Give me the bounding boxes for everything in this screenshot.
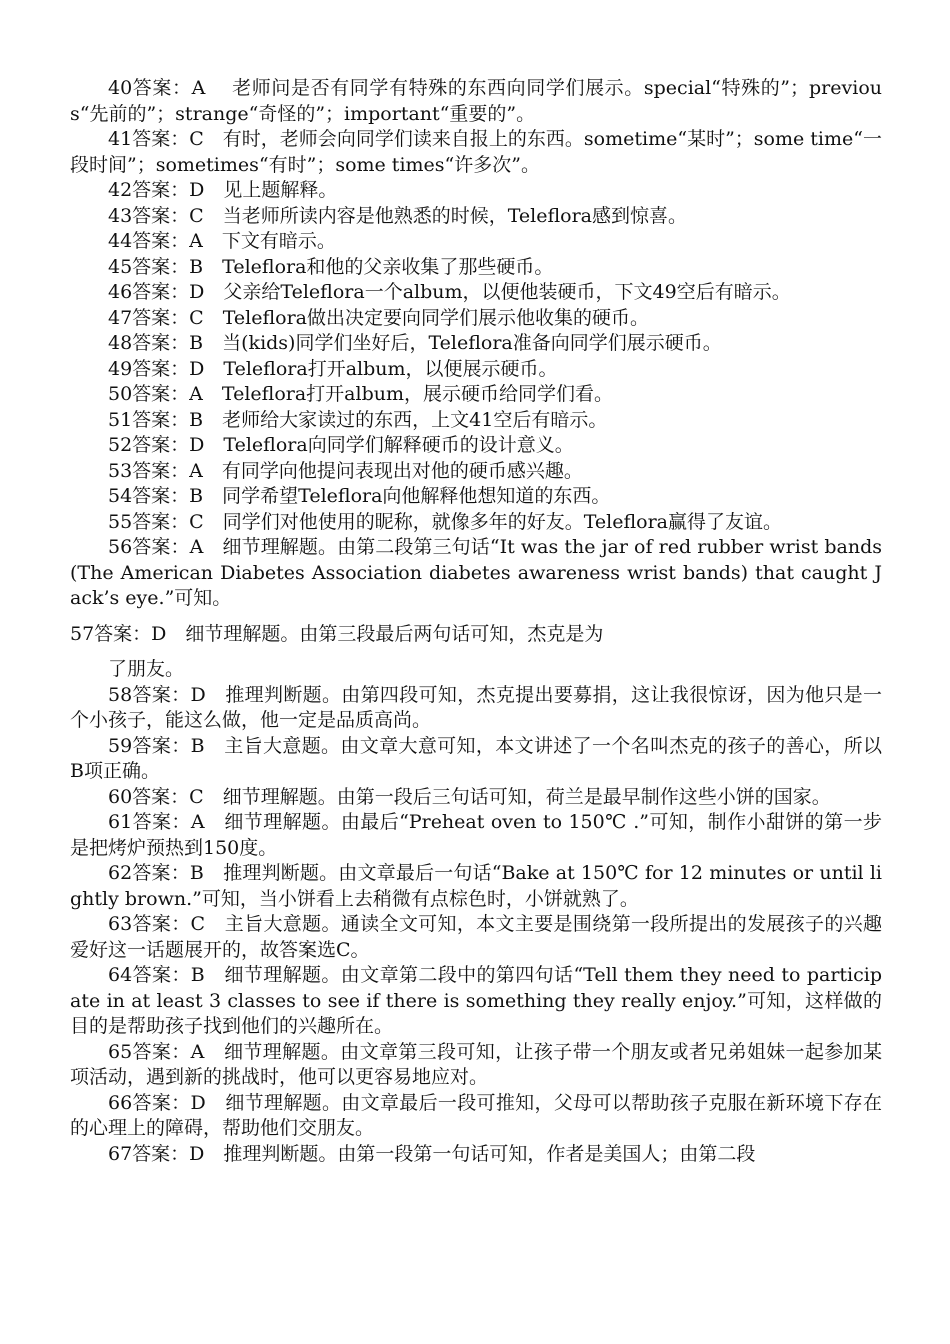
answer-57-continued: 了朋友。 bbox=[108, 658, 185, 680]
answer-66: 66答案：D 细节理解题。由文章最后一段可推知，父母可以帮助孩子克服在新环境下存在的心理上的障碍，帮助他们交朋友。 bbox=[70, 1091, 882, 1139]
answer-45: 45答案：B Teleflora和他的父亲收集了那些硬币。 bbox=[108, 255, 554, 278]
answer-53: 53答案：A 有同学向他提问表现出对他的硬币感兴趣。 bbox=[108, 459, 583, 482]
answer-55: 55答案：C 同学们对他使用的昵称，就像多年的好友。Teleflora赢得了友谊。 bbox=[108, 510, 783, 533]
answer-62: 62答案：B 推理判断题。由文章最后一句话“Bake at 150℃ for 12 minutes or until lightly brown.”可知，当小饼看上去稍微有点棕色时，小饼就熟了。 bbox=[70, 862, 882, 910]
answer-50: 50答案：A Teleflora打开album，展示硬币给同学们看。 bbox=[108, 383, 614, 405]
answer-63: 63答案：C 主旨大意题。通读全文可知，本文主要是围绕第一段所提出的发展孩子的兴趣爱好这一话题展开的，故答案选C。 bbox=[70, 913, 882, 961]
answer-61: 61答案：A 细节理解题。由最后“Preheat oven to 150℃ .”可知，制作小甜饼的第一步是把烤炉预热到150度。 bbox=[70, 811, 882, 859]
answer-46: 46答案：D 父亲给Teleflora一个album，以便他装硬币，下文49空后有暗示。 bbox=[108, 281, 791, 303]
answer-41: 41答案：C 有时，老师会向同学们读来自报上的东西。sometime“某时”；some time“一段时间”；sometimes“有时”；some times“许多次”。 bbox=[70, 128, 882, 176]
answer-65: 65答案：A 细节理解题。由文章第三段可知，让孩子带一个朋友或者兄弟姐妹一起参加某项活动，遇到新的挑战时，他可以更容易地应对。 bbox=[70, 1040, 882, 1088]
answer-64: 64答案：B 细节理解题。由文章第二段中的第四句话“Tell them they need to participate in at least 3 classes to see if there is something they really enjoy.”可知，这样做的目的是帮助孩子找到他们的兴趣所在。 bbox=[70, 964, 882, 1037]
answer-57: 57答案：D 细节理解题。由第三段最后两句话可知，杰克是为 bbox=[70, 622, 604, 645]
answer-54: 54答案：B 同学希望Teleflora向他解释他想知道的东西。 bbox=[108, 485, 611, 507]
answer-58: 58答案：D 推理判断题。由第四段可知，杰克提出要募捐，这让我很惊讶，因为他只是一个小孩子，能这么做，他一定是品质高尚。 bbox=[70, 683, 882, 731]
answer-67: 67答案：D 推理判断题。由第一段第一句话可知，作者是美国人；由第二段 bbox=[108, 1142, 756, 1165]
answer-43: 43答案：C 当老师所读内容是他熟悉的时候，Teleflora感到惊喜。 bbox=[108, 204, 688, 227]
answer-44: 44答案：A 下文有暗示。 bbox=[108, 230, 336, 252]
answer-59: 59答案：B 主旨大意题。由文章大意可知，本文讲述了一个名叫杰克的孩子的善心，所以B项正确。 bbox=[70, 734, 882, 782]
answer-52: 52答案：D Teleflora向同学们解释硬币的设计意义。 bbox=[108, 434, 574, 456]
answer-56: 56答案：A 细节理解题。由第二段第三句话“It was the jar of red rubber wrist bands (The American Diabetes Association diabetes awareness wrist bands) that caught Jack’s eye.”可知。 bbox=[70, 536, 889, 609]
answer-42: 42答案：D 见上题解释。 bbox=[108, 179, 338, 201]
answer-key-page bbox=[70, 76, 889, 1167]
answer-60: 60答案：C 细节理解题。由第一段后三句话可知，荷兰是最早制作这些小饼的国家。 bbox=[108, 785, 831, 808]
answer-51: 51答案：B 老师给大家读过的东西，上文41空后有暗示。 bbox=[108, 408, 608, 431]
answer-49: 49答案：D Teleflora打开album，以便展示硬币。 bbox=[108, 357, 558, 380]
answer-48: 48答案：B 当(kids)同学们坐好后，Teleflora准备向同学们展示硬币。 bbox=[108, 332, 722, 354]
answer-40: 40答案：A 老师问是否有同学有特殊的东西向同学们展示。special“特殊的”；previous“先前的”；strange“奇怪的”；important“重要的”。 bbox=[70, 77, 882, 125]
answer-47: 47答案：C Teleflora做出决定要向同学们展示他收集的硬币。 bbox=[108, 306, 650, 329]
